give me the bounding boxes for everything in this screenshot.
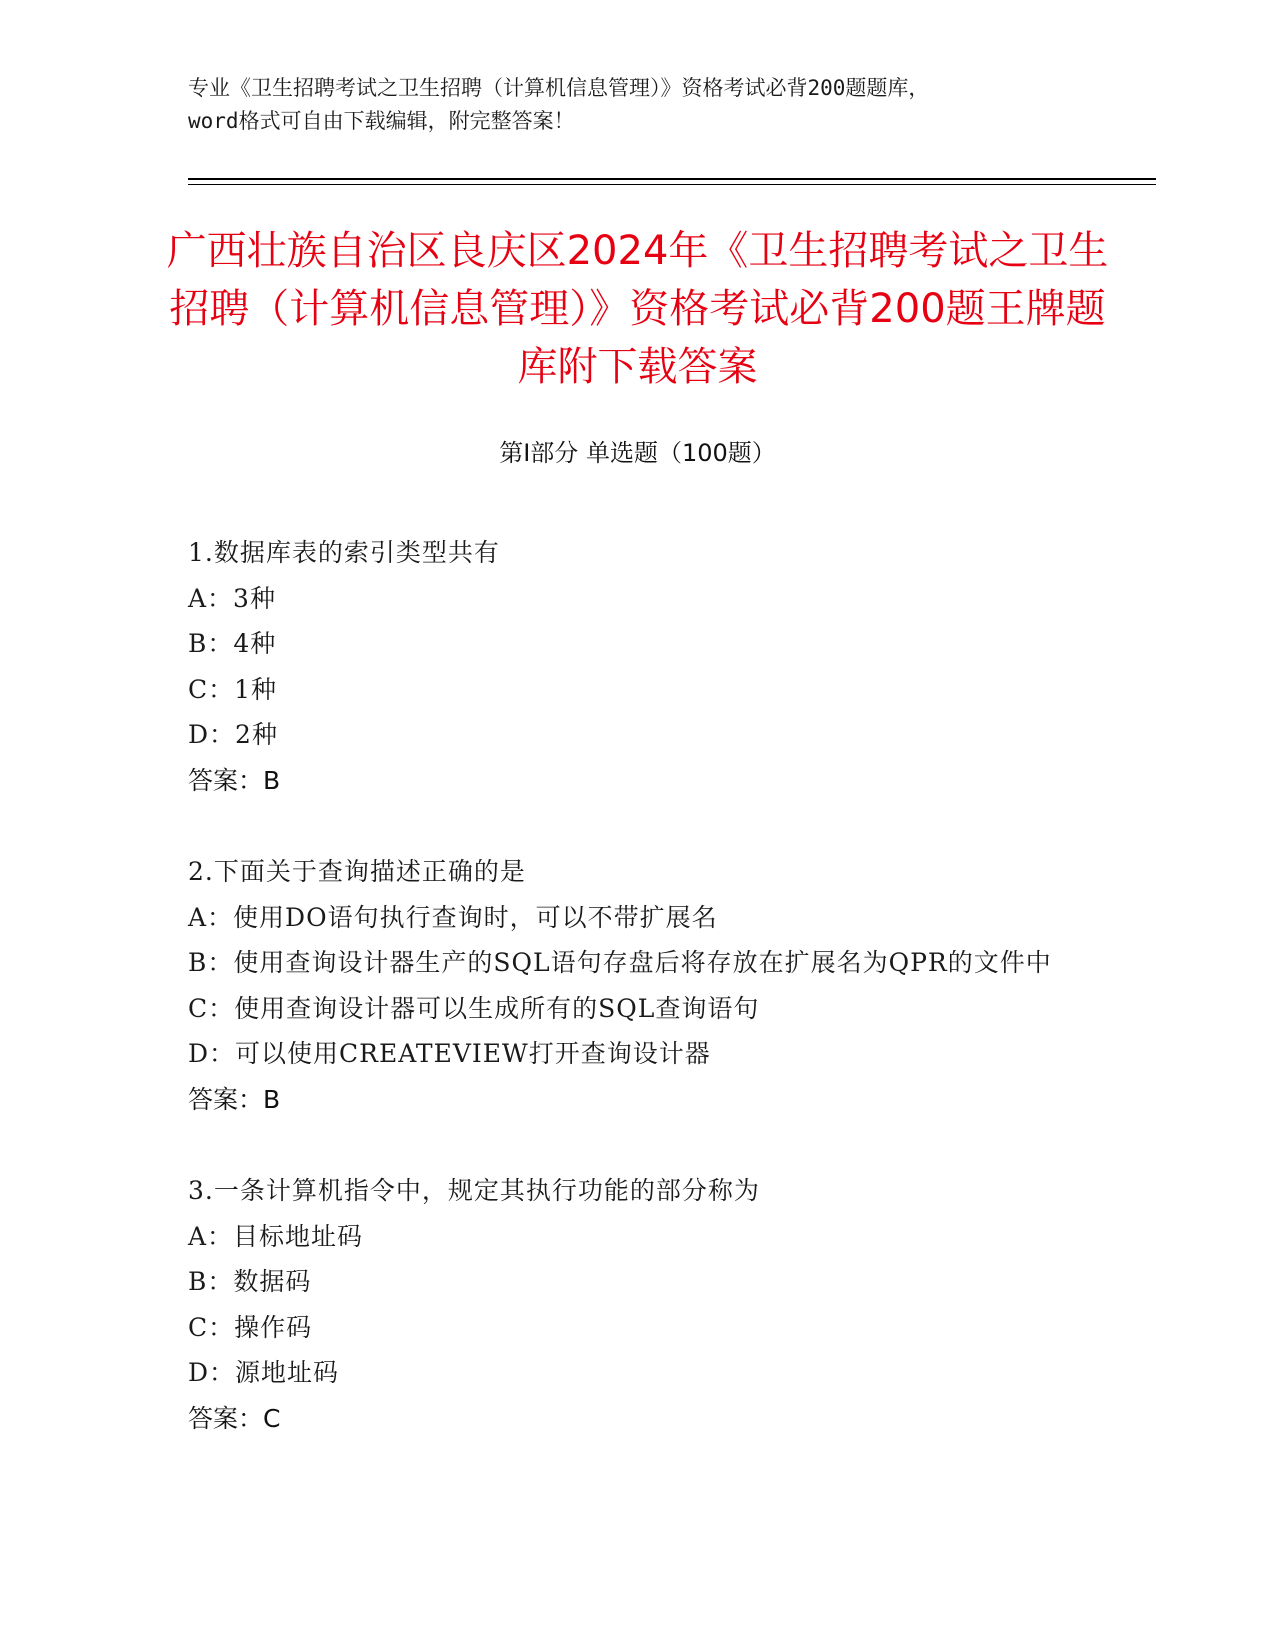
document-title: 广西壮族自治区良庆区2024年《卫生招聘考试之卫生招聘（计算机信息管理）》资格考试必背200题王牌题库附下载答案 xyxy=(166,228,1109,390)
header-rule-thin xyxy=(188,184,1156,185)
question-stem: 1.数据库表的索引类型共有 xyxy=(188,538,500,567)
question-stem: 2.下面关于查询描述正确的是 xyxy=(188,857,526,886)
answer-line: 答案：C xyxy=(188,1403,281,1433)
option-c: C：1种 xyxy=(188,674,278,704)
header-note xyxy=(188,72,1088,138)
header-rule-thick xyxy=(188,178,1156,180)
option-a: A：3种 xyxy=(188,583,276,613)
question-3 xyxy=(188,1168,1088,1441)
option-a: A：使用DO语句执行查询时，可以不带扩展名 xyxy=(188,902,718,932)
option-b: B：数据码 xyxy=(188,1267,312,1296)
answer-line: 答案：B xyxy=(188,1084,281,1114)
question-1 xyxy=(188,530,1088,803)
answer-line: 答案：B xyxy=(188,765,281,795)
option-d: D：可以使用CREATEVIEW打开查询设计器 xyxy=(188,1039,711,1068)
section-heading: 第I部分 单选题（100题） xyxy=(499,439,776,467)
header-note-line-1: 专业《卫生招聘考试之卫生招聘（计算机信息管理）》资格考试必背200题题库， xyxy=(188,76,930,100)
option-c: C：操作码 xyxy=(188,1312,313,1342)
question-2 xyxy=(188,849,1088,1122)
header-note-line-2: word格式可自由下载编辑，附完整答案！ xyxy=(188,109,575,133)
option-c: C：使用查询设计器可以生成所有的SQL查询语句 xyxy=(188,993,760,1023)
option-d: D：源地址码 xyxy=(188,1358,340,1387)
option-d: D：2种 xyxy=(188,720,278,749)
option-b: B：使用查询设计器生产的SQL语句存盘后将存放在扩展名为QPR的文件中 xyxy=(188,948,1052,977)
option-a: A：目标地址码 xyxy=(188,1221,364,1251)
option-b: B：4种 xyxy=(188,629,277,658)
question-stem: 3.一条计算机指令中，规定其执行功能的部分称为 xyxy=(188,1176,760,1205)
question-list xyxy=(188,530,1088,1487)
